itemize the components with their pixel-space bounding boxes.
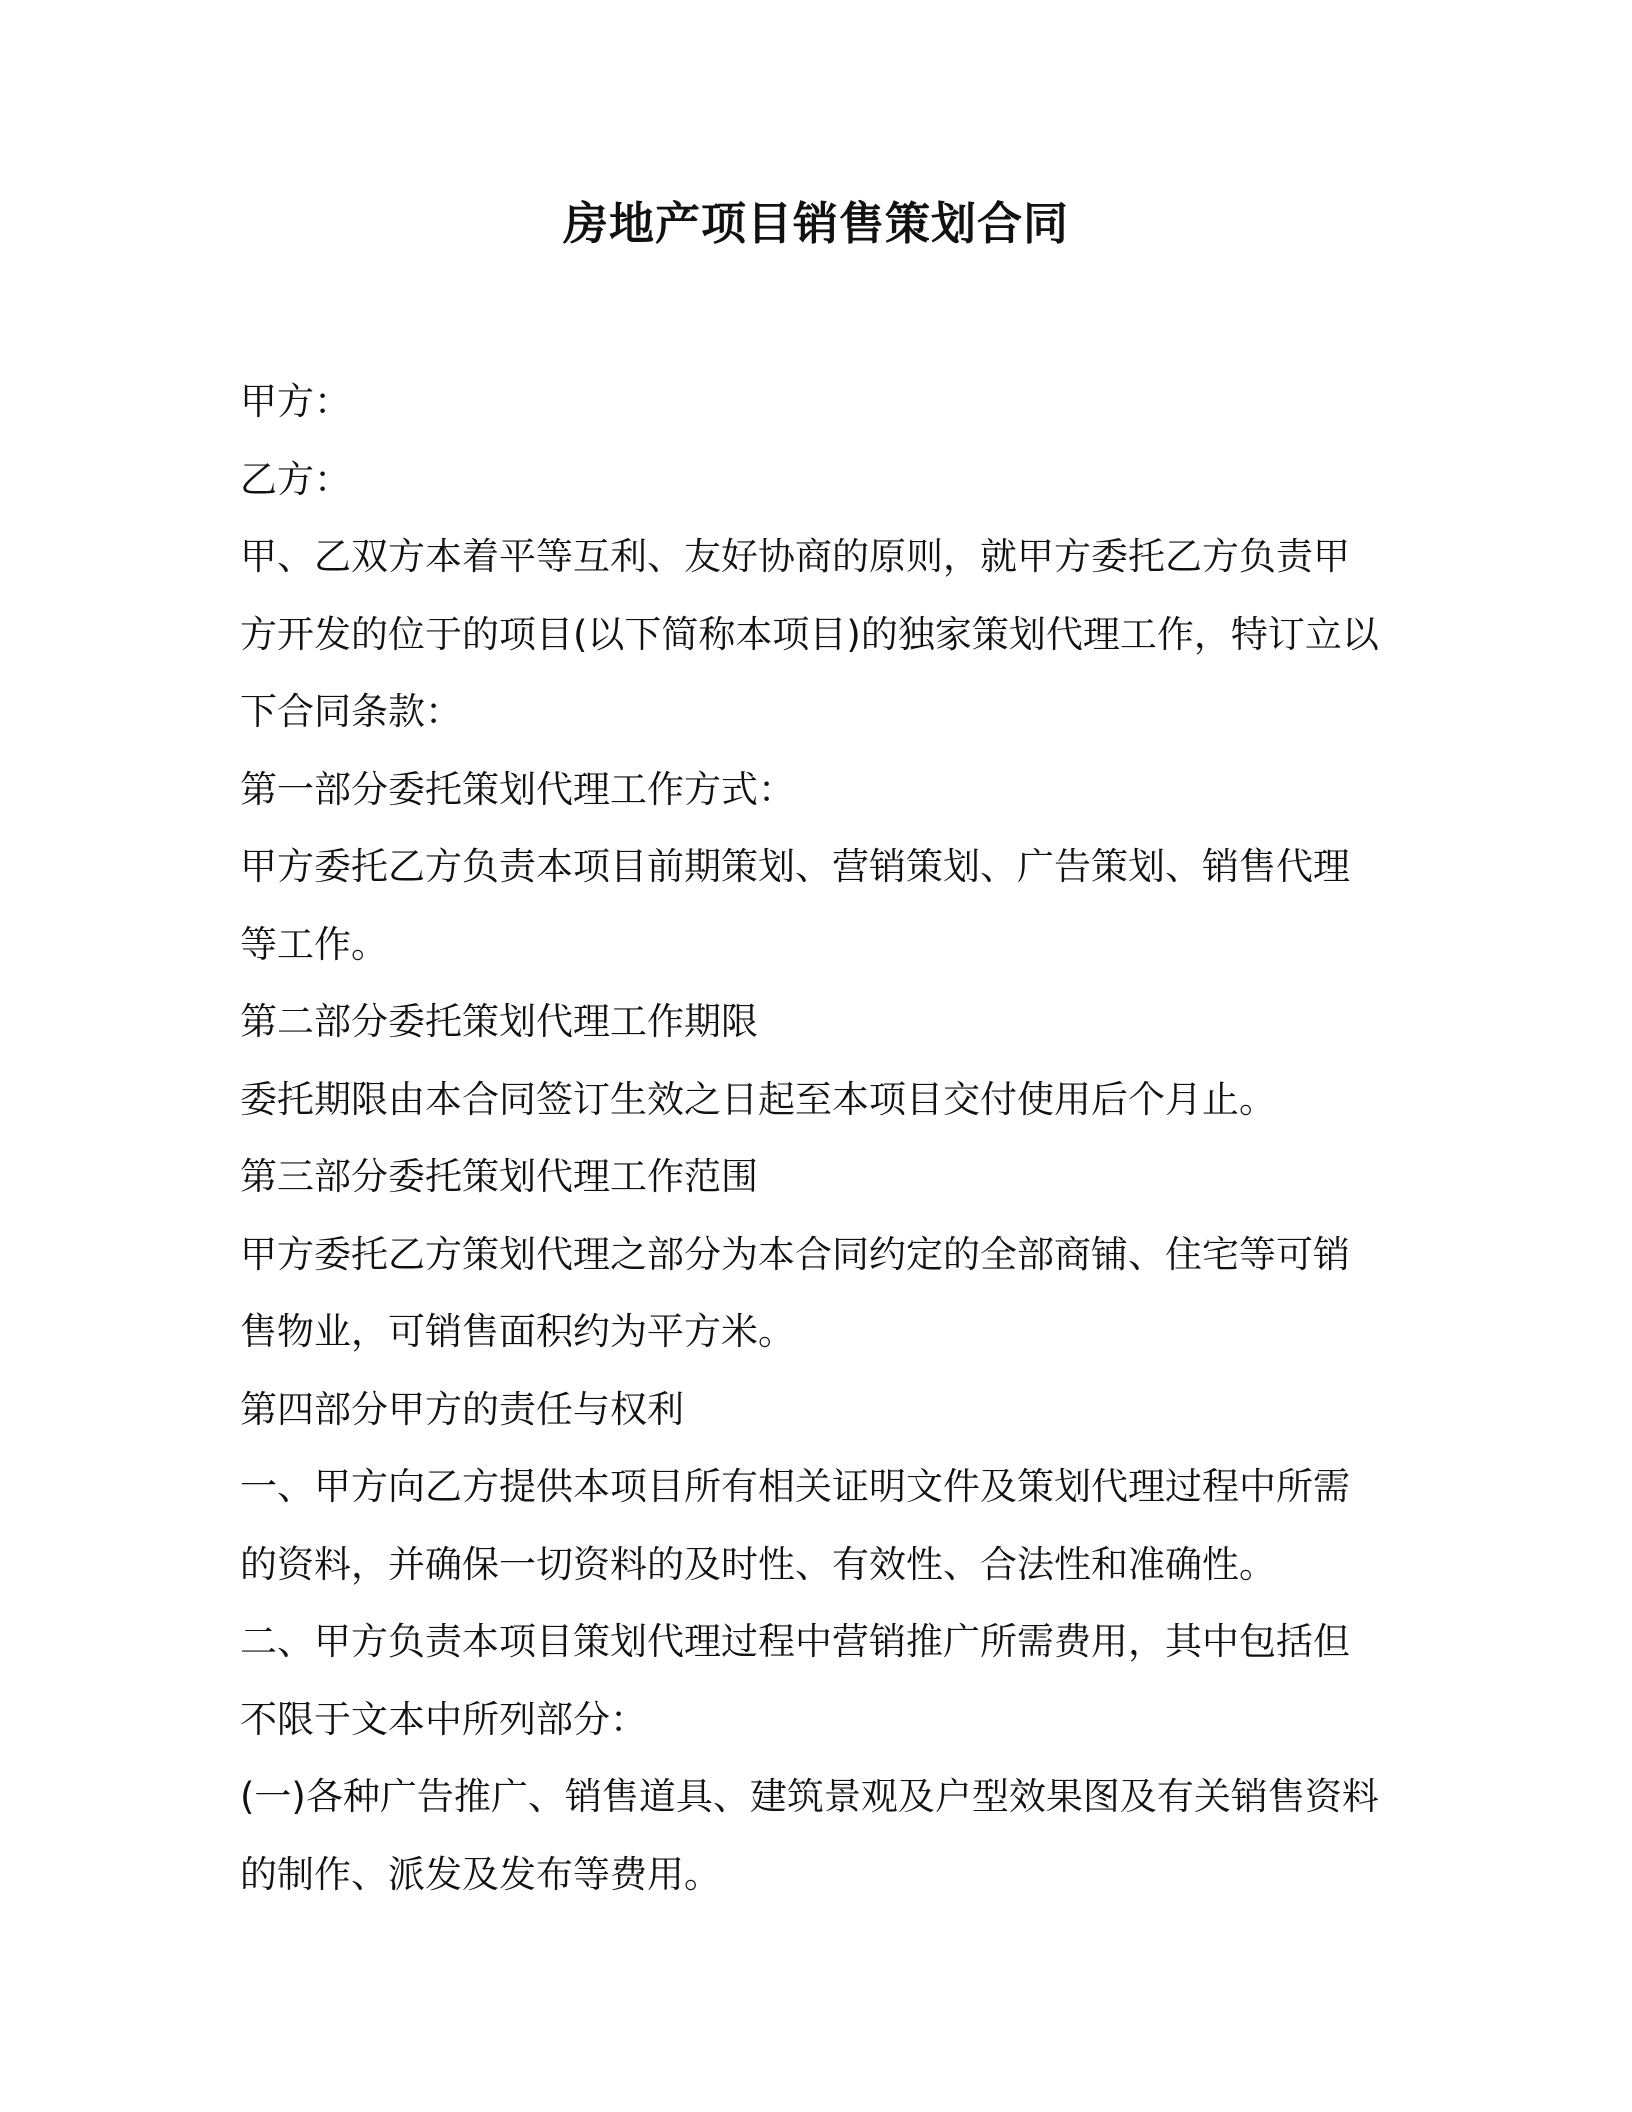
clause-1-line-1: 一、甲方向乙方提供本项目所有相关证明文件及策划代理过程中所需 <box>240 1465 1350 1508</box>
section-4-heading: 第四部分甲方的责任与权利 <box>240 1387 684 1431</box>
section-1-text-line-1: 甲方委托乙方负责本项目前期策划、营销策划、广告策划、销售代理 <box>240 845 1350 888</box>
clause-1-line-2: 的资料，并确保一切资料的及时性、有效性、合法性和准确性。 <box>240 1542 1276 1586</box>
section-3-text-line-1: 甲方委托乙方策划代理之部分为本合同约定的全部商铺、住宅等可销 <box>240 1232 1350 1276</box>
preamble-line-3: 下合同条款： <box>240 690 462 733</box>
preamble-line-1: 甲、乙双方本着平等互利、友好协商的原则，就甲方委托乙方负责甲 <box>240 535 1350 578</box>
section-3-heading: 第三部分委托策划代理工作范围 <box>240 1155 758 1198</box>
party-a-line: 甲方： <box>240 380 351 423</box>
clause-2-line-2: 不限于文本中所列部分： <box>240 1697 647 1741</box>
subclause-1-line-1: (一)各种广告推广、销售道具、建筑景观及户型效果图及有关销售资料 <box>240 1775 1379 1818</box>
party-b-line: 乙方： <box>240 457 351 501</box>
clause-2-line-1: 二、甲方负责本项目策划代理过程中营销推广所需费用，其中包括但 <box>240 1620 1350 1663</box>
section-1-heading: 第一部分委托策划代理工作方式： <box>240 767 795 811</box>
section-1-text-line-2: 等工作。 <box>240 922 388 966</box>
document-body <box>240 363 1410 1913</box>
section-2-text-line-1: 委托期限由本合同签订生效之日起至本项目交付使用后个月止。 <box>240 1077 1276 1121</box>
section-2-heading: 第二部分委托策划代理工作期限 <box>240 1000 758 1043</box>
section-3-text-line-2: 售物业，可销售面积约为平方米。 <box>240 1310 795 1353</box>
subclause-1-line-2: 的制作、派发及发布等费用。 <box>240 1852 721 1896</box>
preamble-line-2: 方开发的位于的项目(以下简称本项目)的独家策划代理工作，特订立以 <box>240 612 1379 656</box>
document-title: 房地产项目销售策划合同 <box>562 197 1069 250</box>
